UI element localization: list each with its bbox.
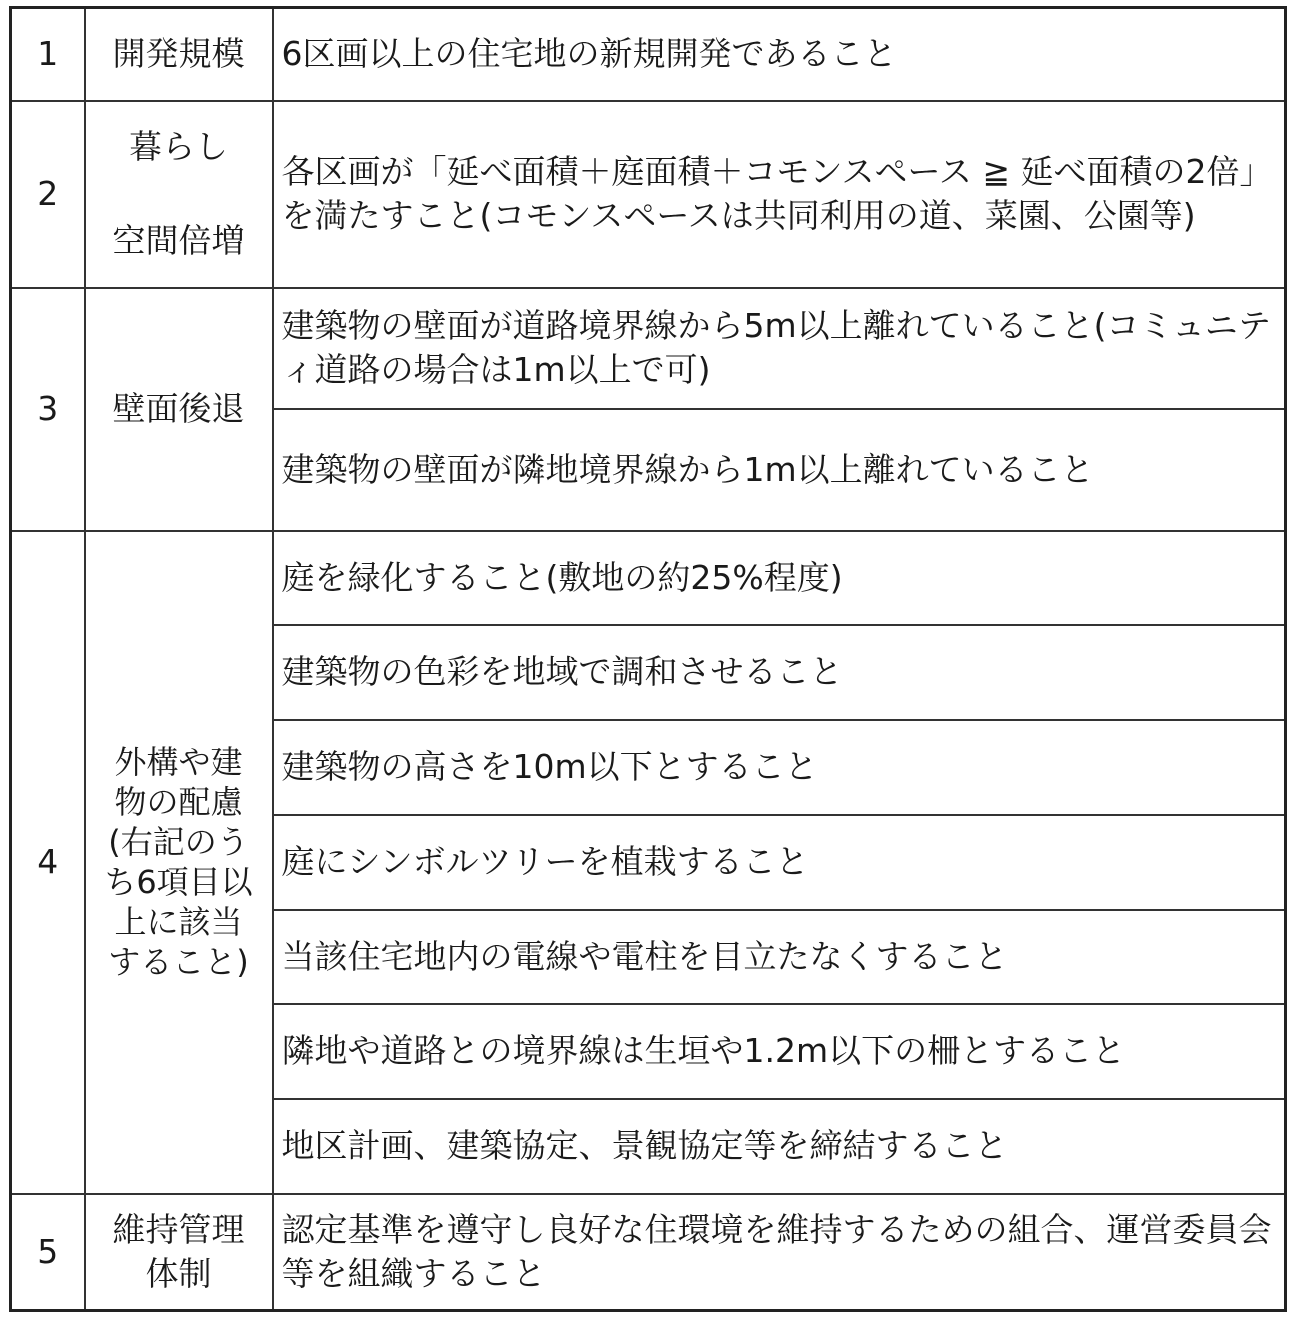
category-cell — [85, 531, 273, 1194]
category-line: 外構や建 — [114, 743, 243, 781]
category-line: 物の配慮 — [114, 783, 243, 821]
category-line: ち6項目以 — [104, 863, 253, 901]
category-line: (右記のう — [108, 823, 249, 861]
requirement-cell: 隣地や道路との境界線は生垣や1.2m以下の柵とすること — [273, 1004, 1286, 1099]
requirement-cell: 建築物の壁面が道路境界線から5m以上離れていること(コミュニティ道路の場合は1m以上で可) — [273, 288, 1286, 409]
category-cell: 壁面後退 — [85, 288, 273, 531]
requirement-cell: 庭を緑化すること(敷地の約25%程度) — [273, 531, 1286, 625]
category-cell — [85, 101, 273, 288]
row-number: 3 — [11, 288, 85, 531]
row-number: 1 — [11, 8, 85, 101]
table-row — [11, 1194, 1286, 1311]
category-line: 体制 — [145, 1253, 212, 1293]
requirement-cell: 地区計画、建築協定、景観協定等を締結すること — [273, 1099, 1286, 1194]
category-line: 空間倍増 — [112, 221, 245, 260]
requirement-cell: 建築物の色彩を地域で調和させること — [273, 625, 1286, 720]
category-line: 上に該当 — [114, 903, 243, 941]
row-number: 4 — [11, 531, 85, 1194]
requirement-cell: 6区画以上の住宅地の新規開発であること — [273, 8, 1286, 101]
row-number: 2 — [11, 101, 85, 288]
requirement-cell: 庭にシンボルツリーを植栽すること — [273, 815, 1286, 910]
requirement-cell: 建築物の高さを10m以下とすること — [273, 720, 1286, 815]
table-row — [11, 531, 1286, 625]
table-row — [11, 288, 1286, 409]
row-number: 5 — [11, 1194, 85, 1311]
requirement-cell: 当該住宅地内の電線や電柱を目立たなくすること — [273, 910, 1286, 1004]
table-row — [11, 101, 1286, 288]
category-line: 維持管理 — [112, 1209, 245, 1249]
requirement-cell: 各区画が「延べ面積＋庭面積＋コモンスペース ≧ 延べ面積の2倍」を満たすこと(コモンスペースは共同利用の道、菜園、公園等) — [273, 101, 1286, 288]
category-gap — [86, 169, 272, 219]
requirement-cell: 認定基準を遵守し良好な住環境を維持するための組合、運営委員会等を組織すること — [273, 1194, 1286, 1311]
requirement-cell: 建築物の壁面が隣地境界線から1m以上離れていること — [273, 409, 1286, 531]
category-cell: 開発規模 — [85, 8, 273, 101]
table-row — [11, 8, 1286, 101]
category-line: すること) — [108, 943, 249, 981]
criteria-table — [9, 6, 1287, 1312]
category-cell — [85, 1194, 273, 1311]
category-line: 暮らし — [129, 127, 228, 166]
